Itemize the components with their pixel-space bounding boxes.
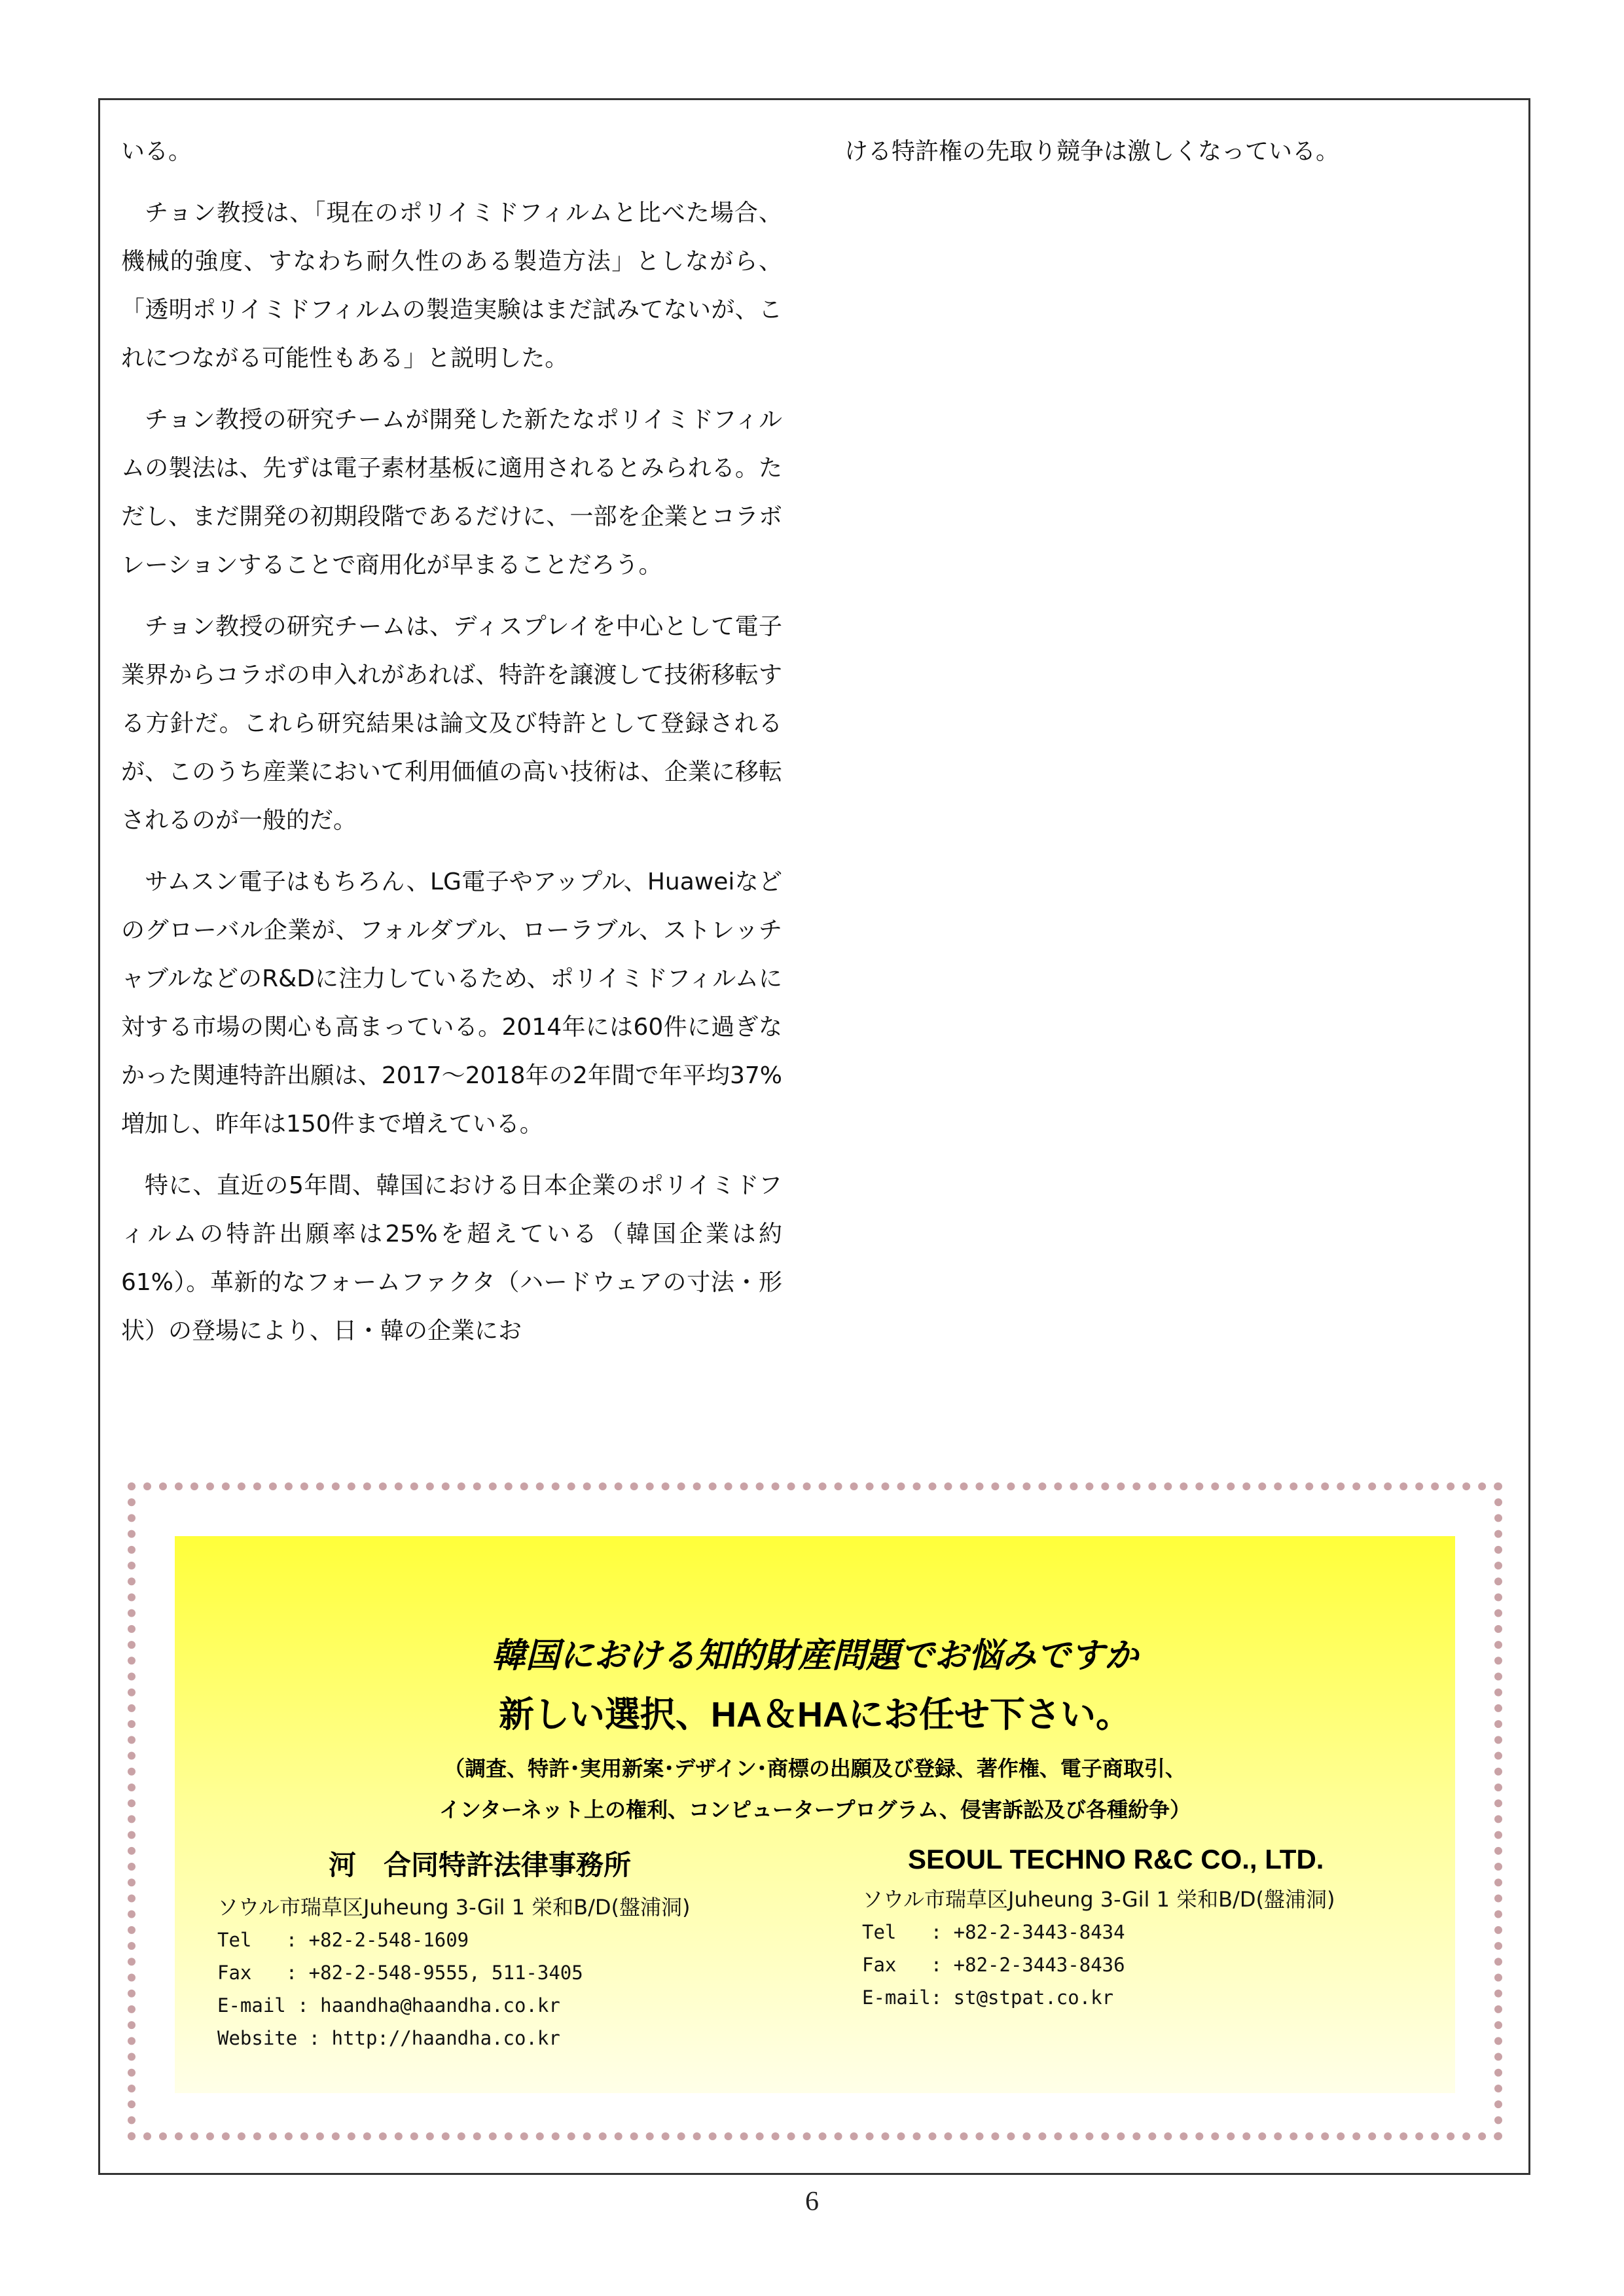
article-paragraph: 特に、直近の5年間、韓国における日本企業のポリイミドフィルムの特許出願率は25%を超えている（韓国企業は約61%）。革新的なフォームファクタ（ハードウェアの寸法・形状）の登場により、日・韓の企業にお: [121, 1172, 782, 1344]
article-left-column: [121, 128, 782, 1369]
ad-services-line-1: （調査、特許･実用新案･デザイン･商標の出願及び登録、著作権、電子商取引、: [444, 1756, 1186, 1781]
office-name: 河 合同特許法律事務所: [329, 1850, 632, 1880]
office-address: ソウル市瑞草区Juheung 3-Gil 1 栄和B/D(盤浦洞): [217, 1895, 691, 1920]
article-paragraph: いる。: [121, 138, 192, 165]
advertisement-box: [128, 1482, 1502, 2140]
ad-heading-offer: 新しい選択、HA＆HAにお任せ下さい。: [499, 1695, 1131, 1734]
office-tel: Tel : +82-2-3443-8434: [862, 1921, 1125, 1943]
office-email: E-mail: st@stpat.co.kr: [862, 1986, 1114, 2009]
page-number: 6: [805, 2187, 819, 2217]
article-paragraph: ける特許権の先取り競争は激しくなっている。: [844, 138, 1340, 165]
office-haandha: [217, 1844, 806, 2054]
ad-services-line-2: インターネット上の権利、コンピュータープログラム、侵害訴訟及び各種紛争）: [439, 1797, 1191, 1822]
article-paragraph: チョン教授の研究チームは、ディスプレイを中心として電子業界からコラボの申入れがあれば、特許を譲渡して技術移転する方針だ。これら研究結果は論文及び特許として登録されるが、このうち産業において利用価値の高い技術は、企業に移転されるのが一般的だ。: [121, 613, 782, 834]
article-paragraph: チョン教授は、「現在のポリイミドフィルムと比べた場合、機械的強度、すなわち耐久性のある製造方法」としながら、「透明ポリイミドフィルムの製造実験はまだ試みてないが、これにつながる可能性もある」と説明した。: [121, 200, 782, 372]
office-website: Website : http://haandha.co.kr: [217, 2027, 560, 2049]
office-fax: Fax : +82-2-548-9555, 511-3405: [217, 1962, 583, 1984]
article-paragraph: チョン教授の研究チームが開発した新たなポリイミドフィルムの製法は、先ずは電子素材基板に適用されるとみられる。ただし、まだ開発の初期段階であるだけに、一部を企業とコラボレーションすることで商用化が早まることだろう。: [121, 406, 782, 579]
office-fax: Fax : +82-2-3443-8436: [862, 1954, 1125, 1976]
ad-heading-question: 韓国における知的財産問題でお悩みですか: [491, 1637, 1138, 1675]
office-seoul-techno: [862, 1844, 1451, 2014]
office-email: E-mail : haandha@haandha.co.kr: [217, 1994, 560, 2017]
office-address: ソウル市瑞草区Juheung 3-Gil 1 栄和B/D(盤浦洞): [862, 1887, 1335, 1912]
article-paragraph: サムスン電子はもちろん、LG電子やアップル、Huaweiなどのグローバル企業が、フォルダブル、ローラブル、ストレッチャブルなどのR&Dに注力しているため、ポリイミドフィルムに対する市場の関心も高まっている。2014年には60件に過ぎなかった関連特許出願は、2017～2018年の2年間で年平均37%増加し、昨年は150件まで増えている。: [121, 869, 782, 1138]
office-tel: Tel : +82-2-548-1609: [217, 1929, 469, 1951]
office-name: SEOUL TECHNO R&C CO., LTD.: [908, 1844, 1324, 1874]
article-right-column: [844, 128, 1506, 189]
advertisement-panel: [175, 1536, 1455, 2093]
